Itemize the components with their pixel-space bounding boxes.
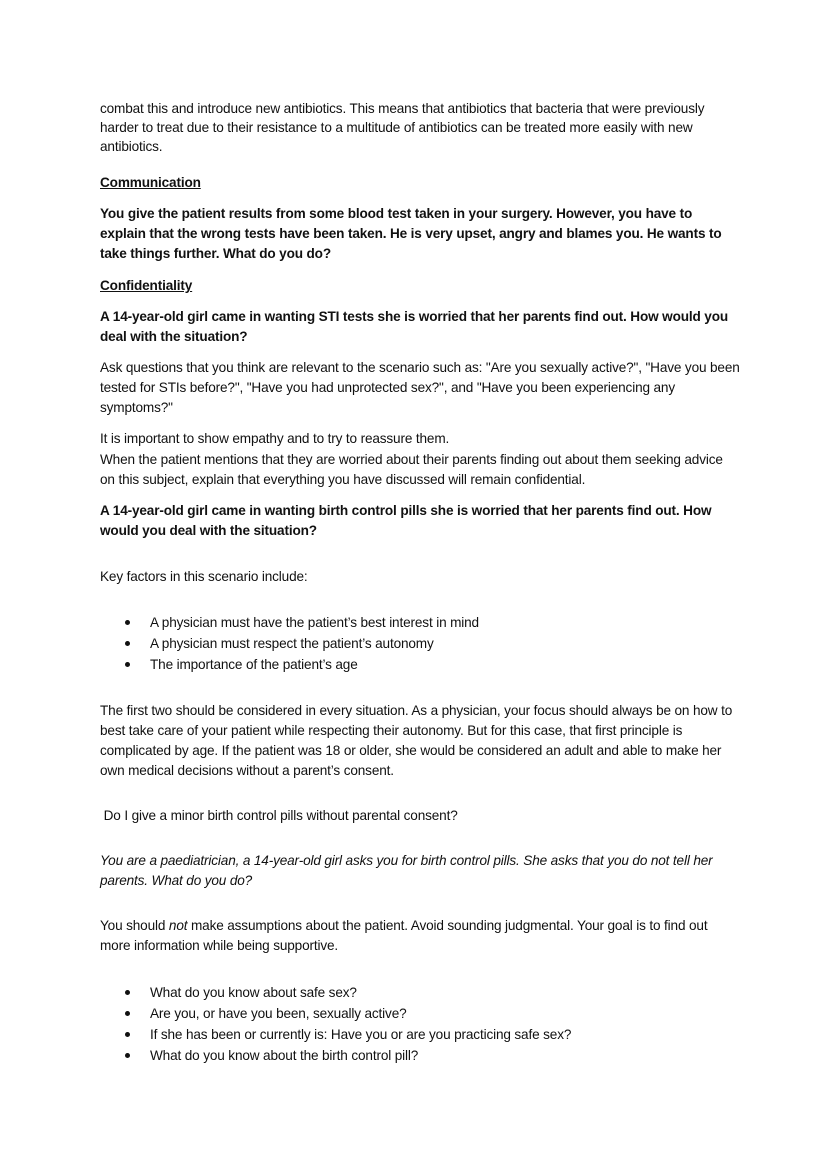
empathy-line-2: When the patient mentions that they are worried about their parents finding out about them seeking advice on this subject, explain that everything you have discussed will remain confidential.	[100, 452, 723, 487]
list-item	[100, 982, 740, 1003]
list-item	[100, 633, 740, 654]
list-item-text: What do you know about safe sex?	[150, 985, 357, 1000]
list-item	[100, 1045, 740, 1066]
list-item	[100, 612, 740, 633]
communication-heading: Communication	[100, 175, 201, 190]
list-item-text: The importance of the patient’s age	[150, 657, 358, 672]
list-item	[100, 654, 740, 675]
bullet-icon	[125, 990, 130, 995]
should-not-paragraph	[100, 916, 740, 956]
bullet-icon	[125, 662, 130, 667]
bullet-icon	[125, 620, 130, 625]
bullet-icon	[125, 1053, 130, 1058]
key-factors-list	[100, 612, 740, 675]
bullet-icon	[125, 1032, 130, 1037]
intro-paragraph: combat this and introduce new antibiotics. This means that antibiotics that bacteria that were previously harder to treat due to their resistance to a multitude of antibiotics can be treated more easily with new antibiotics.	[100, 101, 705, 154]
list-item-text: A physician must respect the patient’s autonomy	[150, 636, 434, 651]
list-item-text: What do you know about the birth control pill?	[150, 1048, 419, 1063]
do-i-give-question: Do I give a minor birth control pills without parental consent?	[100, 808, 458, 823]
paediatrician-scenario: You are a paediatrician, a 14-year-old girl asks you for birth control pills. She asks that you do not tell her parents. What do you do?	[100, 853, 713, 888]
list-item-text: A physician must have the patient’s best interest in mind	[150, 615, 479, 630]
first-two-paragraph: The first two should be considered in every situation. As a physician, your focus should always be on how to best take care of your patient while respecting their autonomy. But for this case, that first principle is complicated by age. If the patient was 18 or older, she would be considered an adult and able to make her own medical decisions without a parent’s consent.	[100, 703, 733, 778]
empathy-line-1: It is important to show empathy and to try to reassure them.	[100, 431, 450, 446]
list-item	[100, 1003, 740, 1024]
list-item-text: Are you, or have you been, sexually active?	[150, 1006, 407, 1021]
bullet-icon	[125, 1011, 130, 1016]
list-item	[100, 1024, 740, 1045]
bullet-icon	[125, 641, 130, 646]
communication-scenario: You give the patient results from some blood test taken in your surgery. However, you have to explain that the wrong tests have been taken. He is very upset, angry and blames you. He wants to take things further. What do you do?	[100, 206, 722, 261]
sti-question: A 14-year-old girl came in wanting STI tests she is worried that her parents find out. How would you deal with the situation?	[100, 309, 729, 344]
confidentiality-heading: Confidentiality	[100, 278, 193, 293]
list-item-text: If she has been or currently is: Have you or are you practicing safe sex?	[150, 1027, 572, 1042]
questions-list	[100, 982, 740, 1066]
key-factors-intro: Key factors in this scenario include:	[100, 569, 308, 584]
sti-answer: Ask questions that you think are relevant to the scenario such as: "Are you sexually active?", "Have you been tested for STIs before?", "Have you had unprotected sex?", and "Have you been experiencing any symptoms?"	[100, 360, 740, 415]
birth-control-question: A 14-year-old girl came in wanting birth control pills she is worried that her parents find out. How would you deal with the situation?	[100, 503, 712, 538]
text-segment: You should	[100, 918, 169, 933]
text-segment: make assumptions about the patient. Avoid sounding judgmental. Your goal is to find out more information while being supportive.	[100, 918, 708, 953]
emphasis-text: not	[168, 918, 188, 933]
